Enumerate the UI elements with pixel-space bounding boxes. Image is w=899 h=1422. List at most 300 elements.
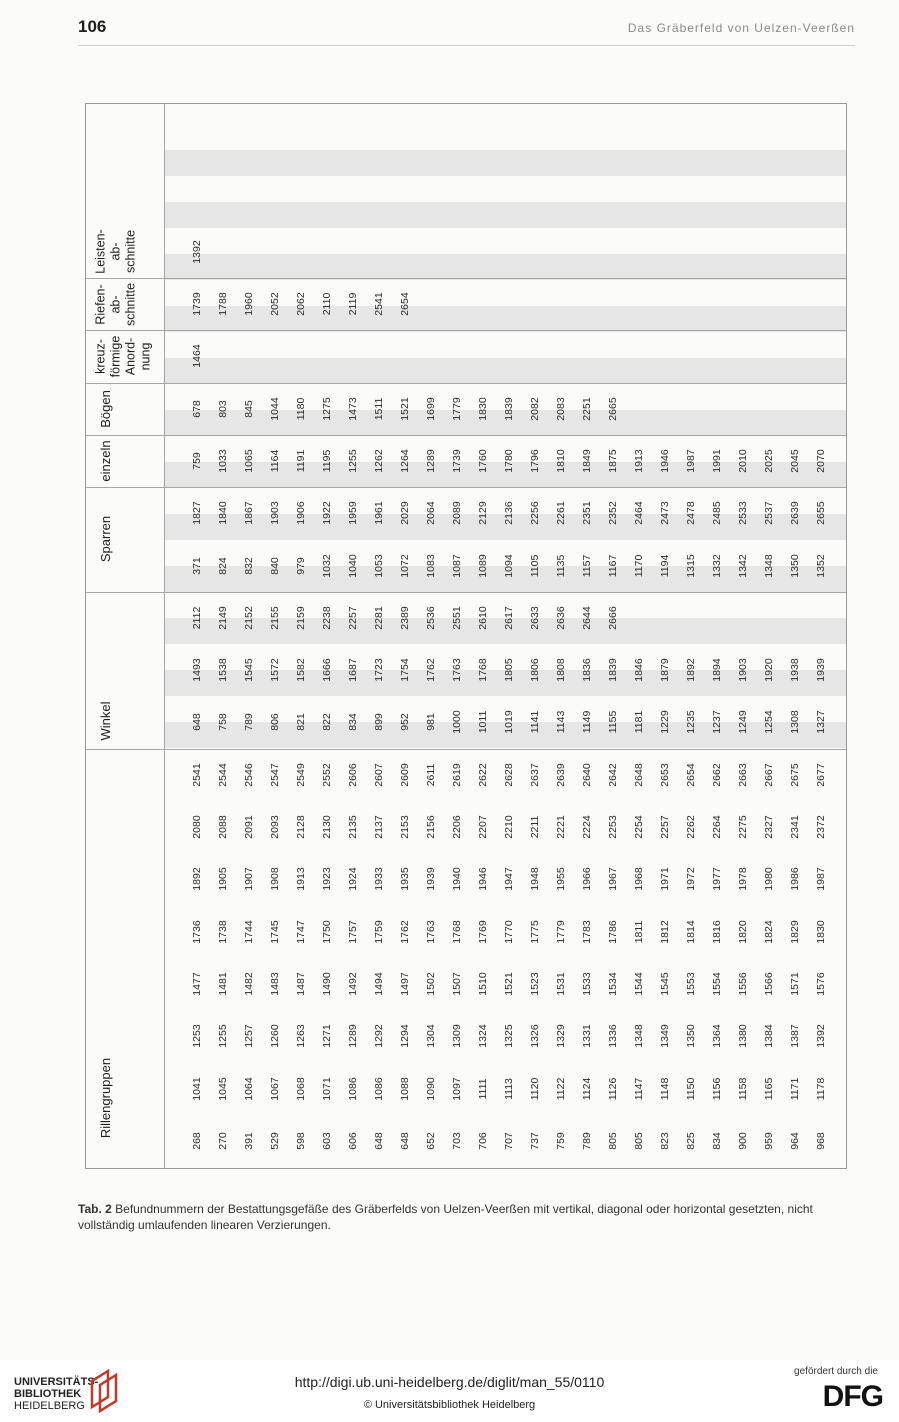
table-cell: 2611: [425, 763, 437, 787]
table-cell: 1171: [789, 1077, 801, 1100]
table-cell: 1946: [659, 449, 671, 473]
table-cell: 1824: [763, 919, 775, 944]
table-cell: 2130: [321, 815, 333, 839]
table-cell: 1309: [451, 1024, 463, 1048]
row-stripe: [164, 254, 846, 280]
table-cell: 2119: [347, 292, 359, 316]
table-cell: 789: [243, 713, 255, 732]
table-cell: 268: [191, 1132, 203, 1150]
table-cell: 1044: [269, 396, 281, 421]
table-cell: 968: [815, 1132, 827, 1150]
table-cell: 1775: [529, 919, 541, 944]
table-cell: 1744: [243, 919, 255, 944]
table-cell: 1352: [815, 553, 827, 578]
group-divider: [86, 435, 846, 436]
table-cell: 1572: [269, 658, 281, 682]
table-cell: 1481: [217, 972, 229, 996]
table-cell: 2025: [763, 449, 775, 473]
table-cell: 1757: [347, 919, 359, 944]
table-cell: 1124: [581, 1077, 593, 1100]
table-cell: 1788: [217, 292, 229, 316]
table-cell: 603: [321, 1132, 333, 1150]
table-cell: 2082: [529, 396, 541, 421]
table-cell: 2137: [373, 815, 385, 839]
table-cell: 900: [737, 1132, 749, 1150]
table-cell: 1120: [529, 1077, 541, 1100]
row-stripe: [164, 202, 846, 228]
table-cell: 1170: [633, 554, 645, 577]
table-cell: 1064: [243, 1076, 255, 1101]
table-cell: 1830: [477, 396, 489, 421]
table-caption: [78, 1201, 853, 1233]
table-cell: 1032: [321, 553, 333, 578]
table-cell: 1392: [191, 240, 203, 264]
table-cell: 1986: [789, 867, 801, 892]
table-cell: 2637: [529, 763, 541, 787]
table-cell: 391: [243, 1132, 255, 1150]
table-cell: 2064: [425, 501, 437, 525]
table-cell: 1538: [217, 658, 229, 682]
table-cell: 1090: [425, 1076, 437, 1101]
table-cell: 2010: [737, 449, 749, 473]
table-cell: 2207: [477, 815, 489, 839]
table-cell: 1556: [737, 972, 749, 996]
table-cell: 2210: [503, 815, 515, 839]
table-cell: 2129: [477, 501, 489, 525]
table-cell: 2551: [451, 606, 463, 630]
data-table: [85, 103, 847, 1169]
table-cell: 2541: [373, 292, 385, 316]
table-cell: 1487: [295, 972, 307, 996]
page-number: 106: [78, 17, 107, 36]
table-cell: 2256: [529, 501, 541, 525]
table-cell: 1534: [607, 972, 619, 996]
table-cell: 1011: [477, 711, 489, 734]
table-cell: 1747: [295, 919, 307, 944]
table-cell: 2485: [711, 501, 723, 525]
table-cell: 1521: [399, 396, 411, 421]
table-cell: 1324: [477, 1024, 489, 1048]
table-cell: 832: [243, 556, 255, 575]
table-cell: 1292: [373, 1024, 385, 1048]
table-cell: 2088: [217, 815, 229, 839]
table-cell: 1849: [581, 449, 593, 473]
table-cell: 1275: [321, 396, 333, 421]
table-cell: 1041: [191, 1076, 203, 1101]
table-cell: 1473: [347, 396, 359, 421]
table-cell: 1987: [685, 449, 697, 473]
table-cell: 1289: [425, 449, 437, 473]
table-cell: 1940: [451, 867, 463, 892]
row-stripe: [164, 150, 846, 176]
table-cell: 1762: [425, 658, 437, 682]
header-leisten-line: schnitte: [123, 230, 138, 274]
table-cell: 2149: [217, 606, 229, 630]
table-cell: 2541: [191, 763, 203, 787]
table-cell: 1544: [633, 972, 645, 996]
table-cell: 2070: [815, 449, 827, 473]
table-cell: 1167: [607, 554, 619, 577]
header-kreuz-line: förmige: [108, 335, 123, 378]
table-cell: 648: [399, 1132, 411, 1150]
table-cell: 1260: [269, 1024, 281, 1048]
table-cell: 1796: [529, 449, 541, 473]
table-cell: 2610: [477, 606, 489, 630]
table-cell: 1846: [633, 658, 645, 682]
table-cell: 2665: [607, 396, 619, 421]
table-cell: 2052: [269, 292, 281, 316]
table-cell: 1736: [191, 919, 203, 944]
table-cell: 2464: [633, 501, 645, 525]
table-cell: 1786: [607, 919, 619, 944]
table-cell: 1158: [737, 1077, 749, 1100]
table-cell: 1097: [451, 1076, 463, 1101]
table-cell: 2351: [581, 501, 593, 525]
table-cell: 1977: [711, 867, 723, 892]
header-kreuz-line: Anord-: [123, 337, 138, 376]
table-cell: 1304: [425, 1024, 437, 1048]
table-cell: 1229: [659, 710, 671, 735]
table-cell: 1254: [763, 710, 775, 735]
table-cell: 1178: [815, 1077, 827, 1100]
table-cell: 1533: [581, 972, 593, 996]
copyright-notice: © Universitätsbibliothek Heidelberg: [363, 1399, 536, 1411]
table-cell: 1492: [347, 972, 359, 996]
table-cell: 1348: [763, 553, 775, 578]
table-cell: 1687: [347, 658, 359, 682]
table-cell: 1907: [243, 867, 255, 892]
header-riefen-line: ab-: [108, 295, 123, 314]
table-cell: 2607: [373, 763, 385, 787]
table-cell: 2639: [789, 501, 801, 525]
header-leisten-line: ab-: [108, 242, 123, 261]
table-cell: 2327: [763, 815, 775, 839]
table-cell: 2640: [581, 763, 593, 787]
table-cell: 1255: [347, 449, 359, 473]
table-cell: 1180: [295, 397, 307, 420]
library-line-3: HEIDELBERG: [14, 1400, 85, 1412]
caption-text: Befundnummern der Bestattungsgefäße des Gräberfelds von Uelzen-Veerßen mit vertikal, diagonal oder horizontal gesetzten, nicht vollständig umlaufenden linearen Verzierungen.: [78, 1202, 813, 1232]
table-cell: 1922: [321, 501, 333, 525]
table-cell: 1739: [191, 292, 203, 316]
table-cell: 1816: [711, 919, 723, 944]
table-cell: 1094: [503, 553, 515, 578]
table-cell: 1805: [503, 658, 515, 682]
table-cell: 1972: [685, 867, 697, 892]
table-cell: 1113: [503, 1077, 515, 1100]
table-cell: 1924: [347, 867, 359, 892]
table-cell: 2544: [217, 763, 229, 787]
table-cell: 821: [295, 713, 307, 732]
table-cell: 1948: [529, 867, 541, 892]
table-cell: 2275: [737, 815, 749, 839]
group-divider: [86, 278, 846, 279]
table-cell: 1808: [555, 658, 567, 682]
table-cell: 1582: [295, 658, 307, 682]
table-cell: 1768: [477, 658, 489, 682]
header-leisten-line: Leisten-: [93, 229, 108, 274]
table-cell: 1194: [659, 554, 671, 577]
table-cell: 1923: [321, 867, 333, 892]
table-cell: 805: [607, 1132, 619, 1150]
table-cell: 2636: [555, 606, 567, 630]
table-cell: 1086: [373, 1076, 385, 1101]
table-cell: 2547: [269, 763, 281, 787]
table-cell: 1490: [321, 972, 333, 996]
table-cell: 1087: [451, 553, 463, 578]
table-cell: 2473: [659, 501, 671, 525]
table-cell: 2663: [737, 763, 749, 787]
table-cell: 1806: [529, 658, 541, 682]
table-cell: 1913: [295, 867, 307, 892]
table-cell: 678: [191, 399, 203, 418]
table-cell: 1783: [581, 919, 593, 944]
table-cell: 1111: [477, 1078, 489, 1100]
table-cell: 1045: [217, 1076, 229, 1101]
table-cell: 2135: [347, 815, 359, 839]
table-cell: 2633: [529, 606, 541, 630]
table-cell: 1966: [581, 867, 593, 892]
table-cell: 1350: [789, 553, 801, 578]
table-cell: 1089: [477, 553, 489, 578]
table-cell: 1987: [815, 867, 827, 892]
table-cell: 1971: [659, 867, 671, 892]
table-cell: 823: [659, 1132, 671, 1150]
table-cell: 789: [581, 1132, 593, 1150]
table-cell: 1554: [711, 972, 723, 996]
table-cell: 1237: [711, 710, 723, 735]
table-cell: 737: [529, 1132, 541, 1150]
table-cell: 1839: [503, 396, 515, 421]
table-cell: 1083: [425, 553, 437, 578]
header-einzeln: einzeln: [98, 440, 113, 482]
library-line-2: BIBLIOTHEK: [14, 1388, 82, 1400]
table-cell: 1545: [659, 972, 671, 996]
table-cell: 1905: [217, 867, 229, 892]
table-cell: 1523: [529, 972, 541, 996]
table-cell: 1830: [815, 919, 827, 944]
table-cell: 2112: [191, 606, 203, 630]
table-cell: 1760: [477, 449, 489, 473]
table-cell: 606: [347, 1132, 359, 1150]
table-cell: 1946: [477, 867, 489, 892]
table-cell: 2654: [685, 763, 697, 787]
table-cell: 1763: [425, 919, 437, 944]
table-cell: 1521: [503, 972, 515, 996]
table-cell: 1336: [607, 1024, 619, 1048]
table-cell: 1750: [321, 919, 333, 944]
table-cell: 1497: [399, 972, 411, 996]
table-cell: 703: [451, 1132, 463, 1150]
table-cell: 2136: [503, 501, 515, 525]
table-cell: 1829: [789, 919, 801, 944]
table-cell: 1779: [555, 919, 567, 944]
table-cell: 1723: [373, 658, 385, 682]
table-cell: 1392: [815, 1024, 827, 1048]
table-cell: 2264: [711, 815, 723, 839]
table-cell: 2619: [451, 763, 463, 787]
table-cell: 824: [217, 556, 229, 575]
table-cell: 1329: [555, 1024, 567, 1048]
table-cell: 759: [191, 452, 203, 470]
table-cell: 1257: [243, 1024, 255, 1048]
table-cell: 706: [477, 1132, 489, 1150]
table-cell: 758: [217, 713, 229, 732]
table-cell: 270: [217, 1132, 229, 1150]
table-cell: 2478: [685, 501, 697, 525]
table-cell: 2549: [295, 763, 307, 787]
table-cell: 2224: [581, 815, 593, 839]
table-cell: 1195: [321, 449, 333, 473]
table-cell: 2093: [269, 815, 281, 839]
table-cell: 1960: [243, 292, 255, 316]
table-cell: 2546: [243, 763, 255, 787]
table-cell: 1894: [711, 658, 723, 682]
table-cell: 1271: [321, 1024, 333, 1048]
table-cell: 2642: [607, 763, 619, 787]
table-cell: 1827: [191, 501, 203, 525]
header-divider: [164, 104, 165, 1168]
header-rule: [78, 45, 855, 46]
table-cell: 1699: [425, 396, 437, 421]
table-cell: 981: [425, 713, 437, 732]
table-cell: 964: [789, 1132, 801, 1150]
table-cell: 1739: [451, 449, 463, 473]
table-cell: 1812: [659, 919, 671, 944]
table-cell: 1913: [633, 449, 645, 473]
table-cell: 1164: [269, 449, 281, 473]
table-cell: 1033: [217, 449, 229, 473]
table-cell: 1483: [269, 972, 281, 996]
table-cell: 2537: [763, 501, 775, 525]
table-cell: 1906: [295, 501, 307, 525]
table-cell: 834: [347, 713, 359, 732]
table-cell: 1135: [555, 554, 567, 577]
table-cell: 1814: [685, 919, 697, 944]
table-cell: 1289: [347, 1024, 359, 1048]
table-cell: 1294: [399, 1024, 411, 1048]
table-cell: 1493: [191, 658, 203, 682]
table-cell: 1068: [295, 1076, 307, 1101]
table-cell: 1939: [815, 658, 827, 682]
table-cell: 2281: [373, 606, 385, 630]
table-cell: 1892: [191, 867, 203, 892]
table-cell: 845: [243, 399, 255, 418]
table-cell: 2606: [347, 763, 359, 787]
table-cell: 2662: [711, 763, 723, 787]
table-cell: 1553: [685, 972, 697, 996]
table-cell: 1315: [685, 553, 697, 578]
table-cell: 1342: [737, 553, 749, 578]
table-cell: 1148: [659, 1077, 671, 1100]
table-cell: 1155: [607, 711, 619, 734]
table-cell: 1165: [763, 1077, 775, 1100]
table-cell: 803: [217, 399, 229, 418]
table-cell: 2029: [399, 501, 411, 525]
table-cell: 840: [269, 556, 281, 575]
table-cell: 805: [633, 1132, 645, 1150]
table-cell: 806: [269, 713, 281, 732]
table-cell: 2622: [477, 763, 489, 787]
table-cell: 1810: [555, 449, 567, 473]
table-cell: 1325: [503, 1024, 515, 1048]
table-cell: 2675: [789, 763, 801, 787]
table-cell: 1903: [269, 501, 281, 525]
table-cell: 1088: [399, 1076, 411, 1101]
running-title: Das Gräberfeld von Uelzen-Veerßen: [627, 21, 855, 35]
table-cell: 1811: [633, 920, 645, 943]
table-cell: 1840: [217, 501, 229, 525]
group-divider: [86, 487, 846, 488]
table-cell: 1545: [243, 658, 255, 682]
table-cell: 648: [191, 713, 203, 732]
table-cell: 1566: [763, 972, 775, 996]
table-cell: 2617: [503, 606, 515, 630]
library-line-1: UNIVERSITÄTS-: [14, 1376, 99, 1388]
header-boegen: Bögen: [98, 389, 113, 428]
table-cell: 1780: [503, 449, 515, 473]
table-cell: 1908: [269, 867, 281, 892]
table-cell: 1867: [243, 501, 255, 525]
table-cell: 1350: [685, 1024, 697, 1048]
table-cell: 1839: [607, 658, 619, 682]
table-cell: 2552: [321, 763, 333, 787]
table-cell: 2206: [451, 815, 463, 839]
table-cell: 979: [295, 556, 307, 575]
digital-url-link[interactable]: http://digi.ub.uni-heidelberg.de/diglit/man_55/0110: [294, 1374, 605, 1390]
table-cell: 1071: [321, 1076, 333, 1101]
table-cell: 1019: [503, 710, 515, 735]
header-rillengruppen: Rillengruppen: [98, 1057, 113, 1138]
table-cell: 1308: [789, 710, 801, 735]
table-cell: 1331: [581, 1024, 593, 1048]
table-cell: 1263: [295, 1024, 307, 1048]
header-riefen-line: schnitte: [123, 282, 138, 326]
table-cell: 1961: [373, 501, 385, 525]
table-cell: 1235: [685, 710, 697, 735]
table-cell: 1967: [607, 867, 619, 892]
table-cell: 1980: [763, 867, 775, 892]
table-cell: 1065: [243, 449, 255, 473]
table-cell: 1477: [191, 972, 203, 996]
table-cell: 2080: [191, 815, 203, 839]
table-cell: 1191: [295, 449, 307, 473]
table-cell: 2257: [347, 606, 359, 630]
table-cell: 1666: [321, 658, 333, 682]
group-divider: [86, 330, 846, 331]
caption-label: Tab. 2: [78, 1202, 112, 1216]
table-cell: 1955: [555, 867, 567, 892]
group-divider: [86, 592, 846, 593]
table-cell: 1384: [763, 1024, 775, 1048]
table-cell: 1933: [373, 867, 385, 892]
table-cell: 1482: [243, 972, 255, 996]
table-cell: 2128: [295, 815, 307, 839]
header-kreuz-line: nung: [138, 342, 153, 371]
table-cell: 1253: [191, 1024, 203, 1048]
row-stripe: [164, 358, 846, 384]
table-cell: 952: [399, 713, 411, 732]
table-cell: 1156: [711, 1077, 723, 1100]
table-cell: 2261: [555, 501, 567, 525]
group-divider: [86, 749, 846, 750]
table-cell: 2536: [425, 606, 437, 630]
table-cell: 2238: [321, 606, 333, 630]
table-cell: 759: [555, 1132, 567, 1150]
table-cell: 2389: [399, 606, 411, 630]
table-cell: 2677: [815, 763, 827, 787]
table-cell: 2533: [737, 501, 749, 525]
